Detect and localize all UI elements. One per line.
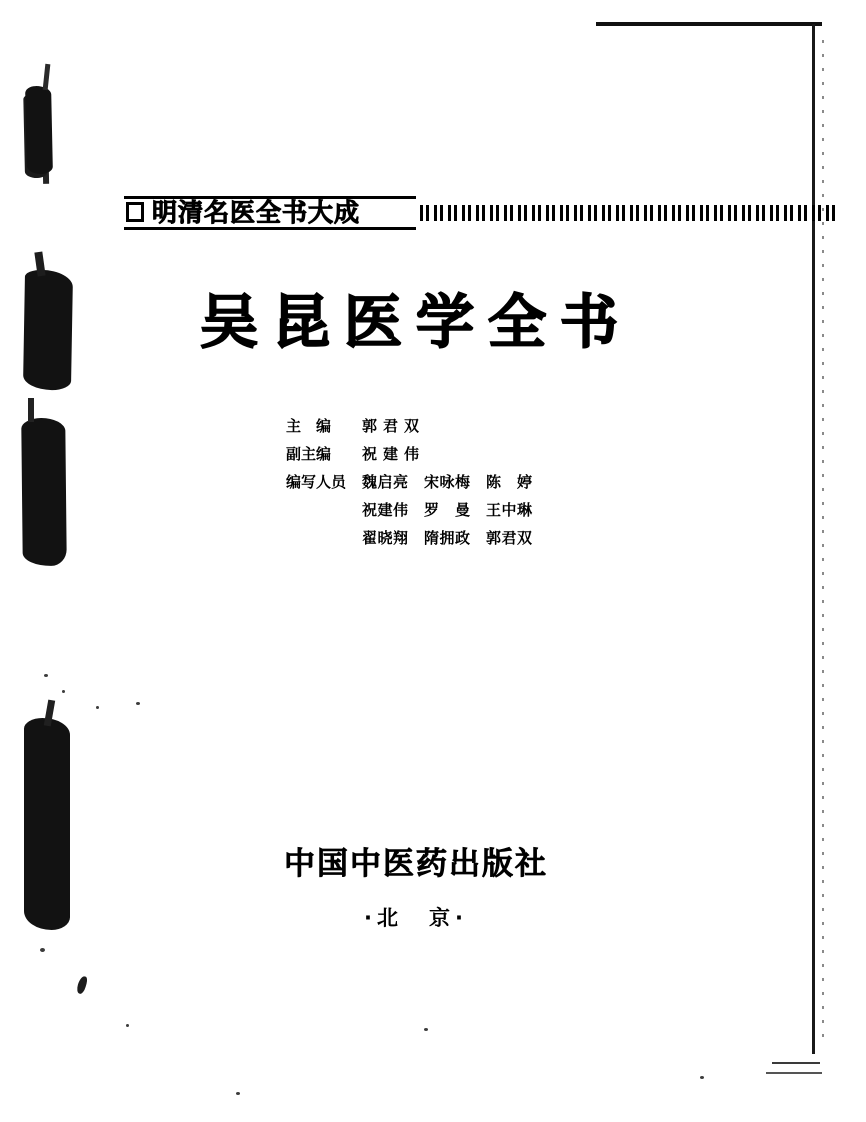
credit-role-label: 主 编 — [286, 417, 332, 435]
binding-smudge-1-tail — [43, 64, 51, 90]
square-outline-icon — [126, 202, 144, 222]
credit-name: 翟晓翔 — [362, 529, 409, 547]
credit-name: 王中琳 — [486, 501, 533, 519]
credit-names — [362, 412, 425, 440]
credit-row — [286, 412, 626, 440]
credit-name: 郭君双 — [362, 417, 426, 435]
series-banner — [124, 196, 724, 230]
scan-speck — [62, 690, 65, 693]
binding-smudge-4 — [24, 718, 70, 930]
credit-name: 隋拥政 — [424, 529, 471, 547]
publisher-city: ·北 京· — [364, 906, 468, 930]
credit-row — [286, 440, 626, 468]
scan-edge-top-bar — [596, 22, 822, 26]
credit-names — [362, 440, 425, 468]
binding-smudge-3-tail — [28, 398, 34, 422]
series-rule-bottom — [124, 227, 416, 230]
credit-name: 陈 婷 — [486, 473, 533, 491]
credit-role-label: 编写人员 — [286, 473, 347, 491]
credit-row — [286, 496, 626, 524]
credit-name: 魏启亮 — [362, 473, 409, 491]
binding-smudge-1 — [25, 86, 53, 175]
credit-name: 祝建伟 — [362, 445, 426, 463]
scan-speck — [136, 702, 140, 705]
credit-name: 郭君双 — [486, 529, 533, 547]
binding-smudge-3 — [21, 418, 67, 566]
page-title: 吴昆医学全书 — [199, 288, 632, 356]
scan-speck — [424, 1028, 428, 1031]
scan-speck — [236, 1092, 240, 1095]
scan-edge-right-speckle — [822, 40, 824, 1040]
credits-block — [286, 412, 626, 552]
credit-role-label: 副主编 — [286, 445, 332, 463]
scan-bottom-mark-secondary — [766, 1072, 822, 1074]
scan-bottom-mark — [772, 1062, 820, 1064]
scan-speck — [44, 674, 48, 677]
credit-row — [286, 468, 626, 496]
scan-speck — [40, 948, 45, 952]
credit-row — [286, 524, 626, 552]
credit-names — [362, 524, 533, 552]
credit-name: 祝建伟 — [362, 501, 409, 519]
credit-names — [362, 468, 533, 496]
credit-names — [362, 496, 533, 524]
series-dash-ornament — [420, 205, 840, 221]
credit-name: 宋咏梅 — [424, 473, 471, 491]
scan-speck — [76, 975, 89, 995]
scan-speck — [96, 706, 99, 709]
credit-name: 罗 曼 — [424, 501, 471, 519]
publisher-name: 中国中医药出版社 — [284, 846, 548, 882]
scan-edge-right-bar — [812, 24, 815, 1054]
series-label: 明清名医全书大成 — [152, 198, 361, 227]
scan-speck — [126, 1024, 129, 1027]
scan-speck — [700, 1076, 704, 1079]
